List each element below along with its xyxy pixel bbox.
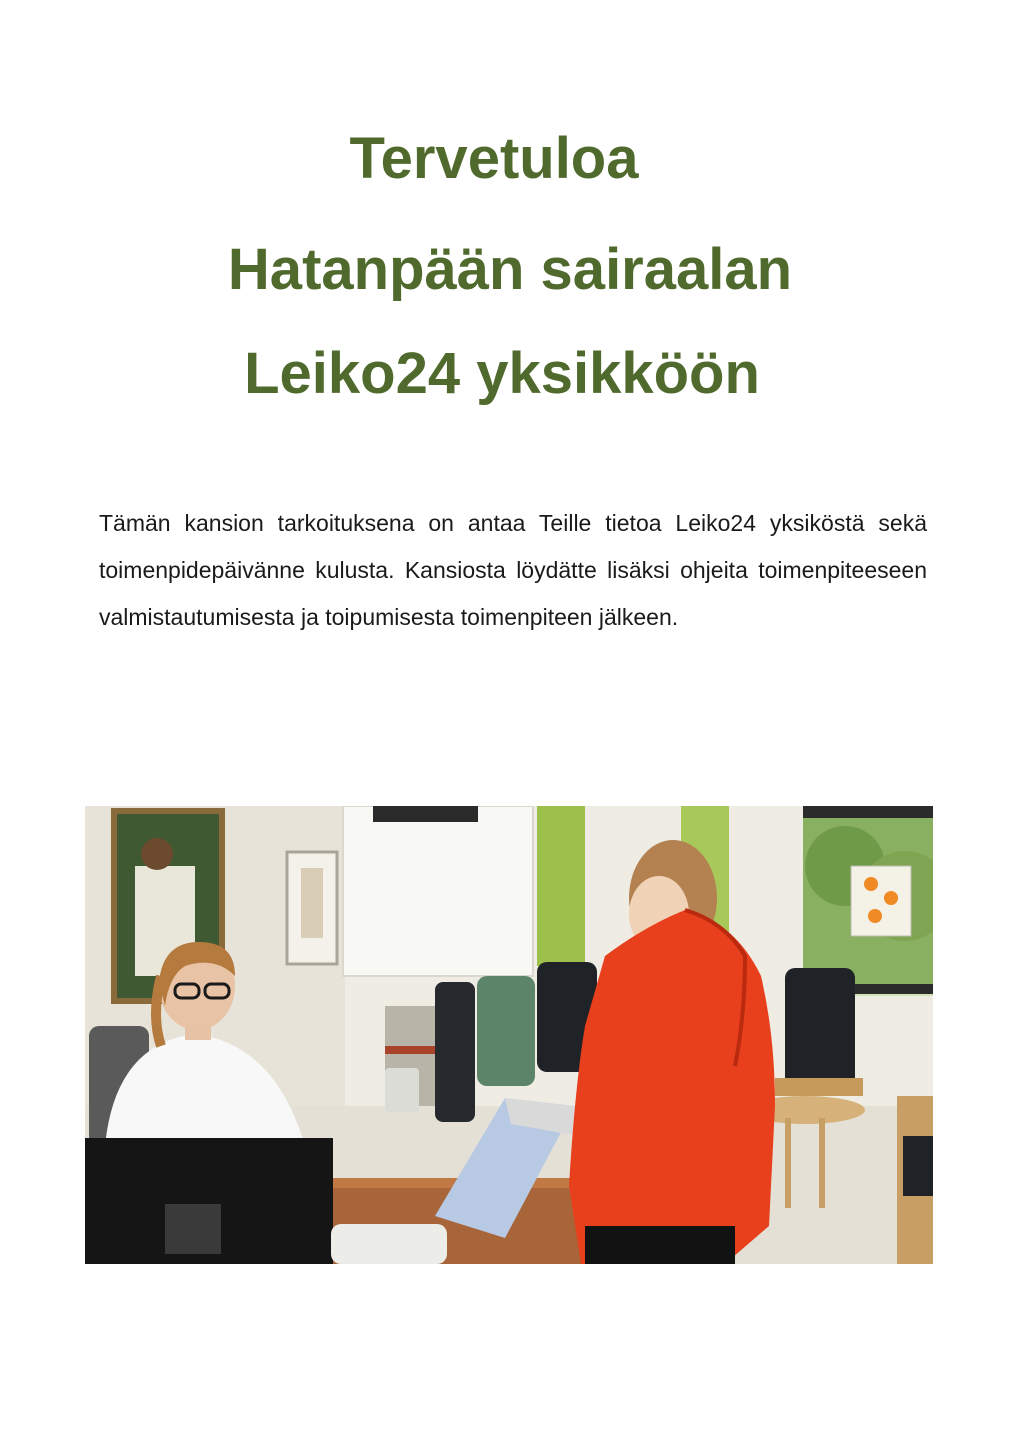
title-line-2: Hatanpään sairaalan: [227, 237, 793, 302]
title-line-3: Leiko24 yksikköön: [244, 341, 760, 406]
title-line-1: Tervetuloa: [349, 126, 639, 191]
reception-photo: [85, 806, 933, 1264]
intro-paragraph: Tämän kansion tarkoituksena on antaa Teille tietoa Leiko24 yksiköstä sekä toimenpidepäivänne kulusta. Kansiosta löydätte lisäksi ohjeita toimenpiteeseen valmistautumisesta ja toipumisesta toimenpiteen jälkeen.: [99, 510, 927, 630]
